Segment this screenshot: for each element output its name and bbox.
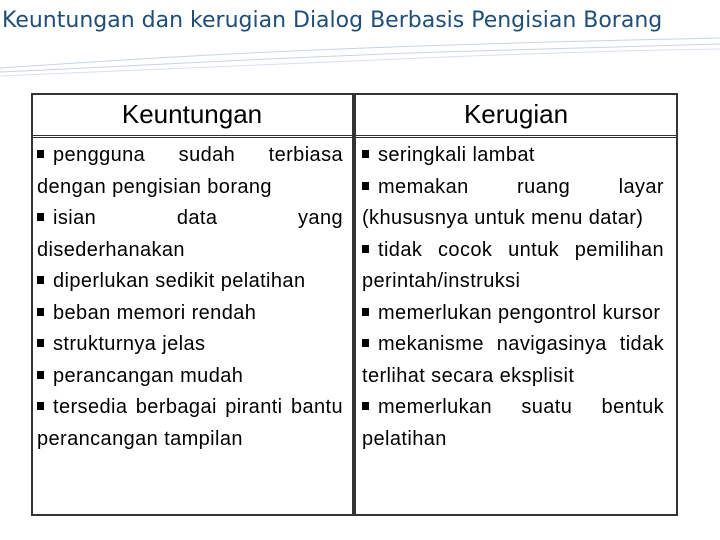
slide-title: Keuntungan dan kerugian Dialog Berbasis Pengisian Borang [2,8,663,33]
disadvantages-list [362,140,664,455]
advantage-item [37,298,343,330]
bullet-icon [37,308,44,316]
advantage-item [37,266,343,298]
advantage-text: diperlukan sedikit pelatihan [53,270,306,292]
disadvantage-text: memerlukan suatu bentuk pelatihan [362,396,664,450]
disadvantage-text: memakan ruang layar (khususnya untuk menu datar) [362,175,664,229]
disadvantage-text: mekanisme navigasinya tidak terlihat secara eksplisit [362,333,664,387]
bullet-icon [362,308,369,316]
bullet-icon [37,213,44,221]
advantage-item [37,140,343,203]
bullet-icon [362,245,369,253]
disadvantage-text: seringkali lambat [378,144,535,166]
disadvantage-item [362,298,664,330]
advantage-text: beban memori rendah [53,301,257,324]
bullet-icon [362,339,369,347]
disadvantage-item [362,235,664,298]
disadvantage-text: tidak cocok untuk pemilihan perintah/instruksi [362,238,664,292]
advantages-list [37,140,343,455]
bullet-icon [362,150,369,158]
advantage-text: pengguna sudah terbiasa dengan pengisian borang [37,144,343,198]
disadvantage-item [362,392,664,455]
disadvantage-item [362,329,664,392]
advantage-text: strukturnya jelas [53,333,206,355]
disadvantage-item [362,140,664,172]
bullet-icon [37,150,44,158]
advantage-item [37,203,343,266]
bullet-icon [37,371,44,379]
bullet-icon [362,182,369,190]
advantage-item [37,329,343,361]
bullet-icon [37,276,44,284]
bullet-icon [37,402,44,410]
disadvantage-item [362,172,664,235]
advantage-text: isian data yang disederhanakan [37,207,343,261]
disadvantage-text: memerlukan pengontrol kursor [378,301,661,324]
advantage-item [37,361,343,393]
bullet-icon [37,339,44,347]
column-divider [352,93,356,516]
bullet-icon [362,402,369,410]
advantage-text: perancangan mudah [53,364,244,387]
header-advantages: Keuntungan [121,99,263,129]
header-rule [31,135,678,138]
advantage-text: tersedia berbagai piranti bantu perancangan tampilan [37,396,343,450]
header-disadvantages: Kerugian [463,99,569,129]
advantage-item [37,392,343,455]
